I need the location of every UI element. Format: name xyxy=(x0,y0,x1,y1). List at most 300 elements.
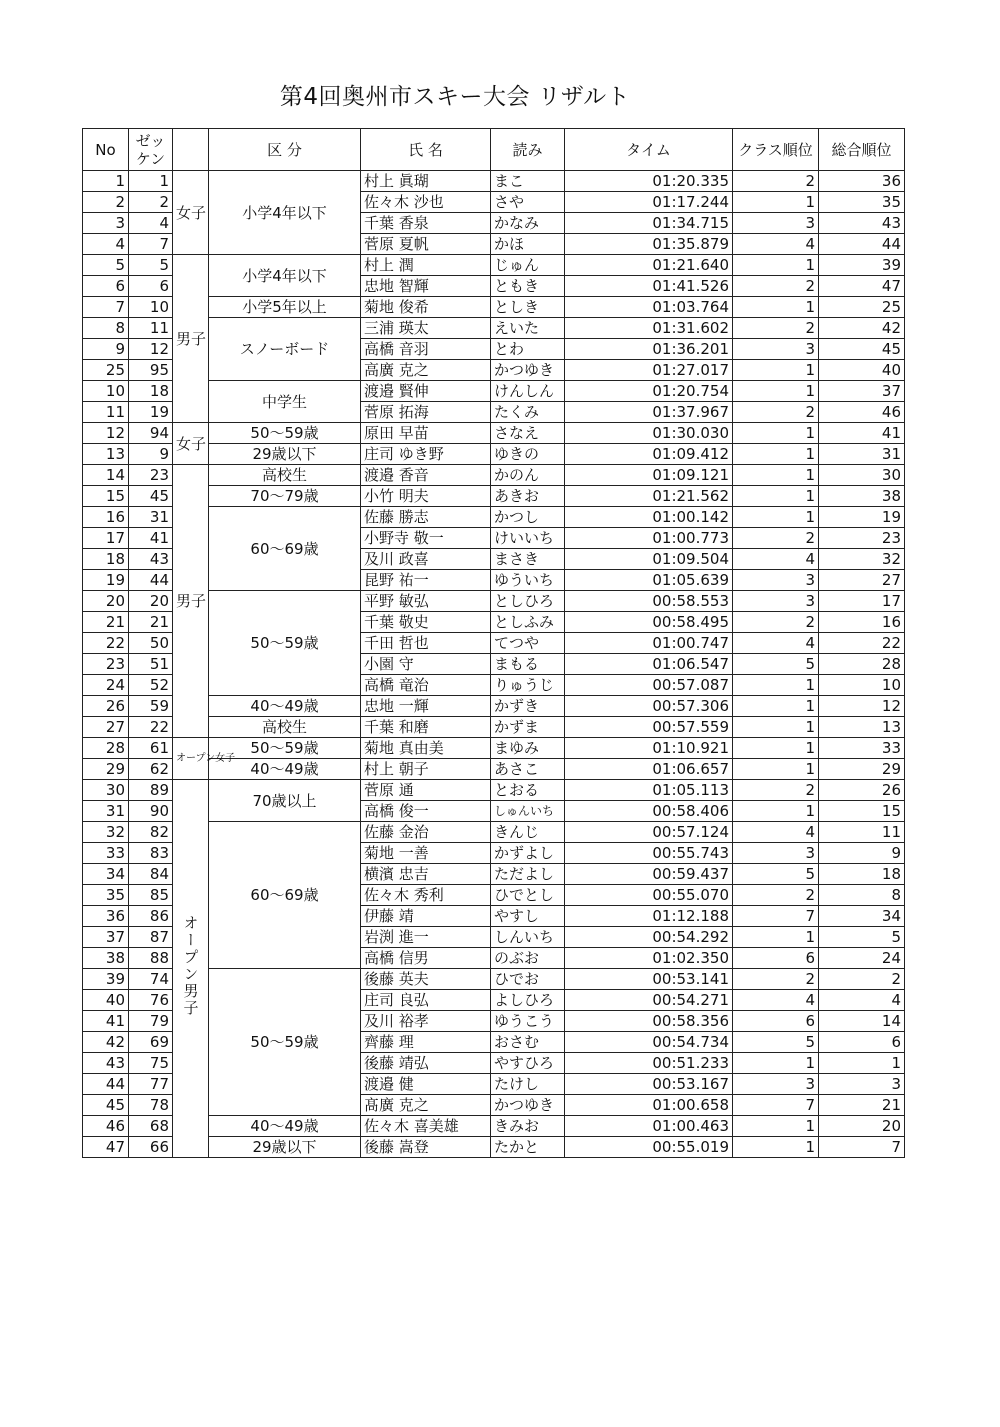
group-cell: 女子 xyxy=(173,171,209,255)
row-time: 00:54.734 xyxy=(565,1032,733,1053)
row-class-rank: 1 xyxy=(733,486,819,507)
row-class-rank: 1 xyxy=(733,1116,819,1137)
row-yomi: まもる xyxy=(491,654,565,675)
row-bib: 84 xyxy=(129,864,173,885)
row-time: 01:06.547 xyxy=(565,654,733,675)
row-name: 佐藤 勝志 xyxy=(361,507,491,528)
row-yomi: かなみ xyxy=(491,213,565,234)
row-no: 7 xyxy=(83,297,129,318)
row-class-rank: 1 xyxy=(733,423,819,444)
row-class-rank: 5 xyxy=(733,1032,819,1053)
row-overall-rank: 38 xyxy=(819,486,905,507)
row-name: 千葉 和磨 xyxy=(361,717,491,738)
header-name: 氏 名 xyxy=(361,129,491,171)
row-class-rank: 1 xyxy=(733,297,819,318)
results-table xyxy=(82,128,905,1158)
row-yomi: ただよし xyxy=(491,864,565,885)
row-class-rank: 3 xyxy=(733,843,819,864)
category-cell: 中学生 xyxy=(209,381,361,423)
row-name: 及川 政喜 xyxy=(361,549,491,570)
row-class-rank: 3 xyxy=(733,339,819,360)
row-class-rank: 3 xyxy=(733,570,819,591)
row-yomi: ゆきの xyxy=(491,444,565,465)
row-name: 菊地 一善 xyxy=(361,843,491,864)
row-no: 40 xyxy=(83,990,129,1011)
row-class-rank: 3 xyxy=(733,1074,819,1095)
row-no: 11 xyxy=(83,402,129,423)
row-bib: 18 xyxy=(129,381,173,402)
category-cell: 高校生 xyxy=(209,717,361,738)
row-time: 00:59.437 xyxy=(565,864,733,885)
row-no: 19 xyxy=(83,570,129,591)
row-time: 01:06.657 xyxy=(565,759,733,780)
row-bib: 4 xyxy=(129,213,173,234)
header-time: タイム xyxy=(565,129,733,171)
row-bib: 66 xyxy=(129,1137,173,1158)
row-name: 後藤 嵩登 xyxy=(361,1137,491,1158)
row-bib: 90 xyxy=(129,801,173,822)
row-yomi: よしひろ xyxy=(491,990,565,1011)
row-class-rank: 1 xyxy=(733,192,819,213)
row-time: 01:09.412 xyxy=(565,444,733,465)
row-time: 01:21.562 xyxy=(565,486,733,507)
row-no: 13 xyxy=(83,444,129,465)
row-bib: 88 xyxy=(129,948,173,969)
row-name: 小野寺 敬一 xyxy=(361,528,491,549)
row-yomi: かつし xyxy=(491,507,565,528)
row-bib: 2 xyxy=(129,192,173,213)
row-overall-rank: 37 xyxy=(819,381,905,402)
row-bib: 95 xyxy=(129,360,173,381)
row-time: 01:10.921 xyxy=(565,738,733,759)
row-overall-rank: 43 xyxy=(819,213,905,234)
row-overall-rank: 11 xyxy=(819,822,905,843)
row-no: 24 xyxy=(83,675,129,696)
row-overall-rank: 26 xyxy=(819,780,905,801)
row-name: 菊地 真由美 xyxy=(361,738,491,759)
row-class-rank: 1 xyxy=(733,1137,819,1158)
row-time: 00:58.356 xyxy=(565,1011,733,1032)
row-class-rank: 4 xyxy=(733,822,819,843)
row-yomi: とわ xyxy=(491,339,565,360)
row-time: 00:53.141 xyxy=(565,969,733,990)
row-bib: 82 xyxy=(129,822,173,843)
row-no: 9 xyxy=(83,339,129,360)
row-overall-rank: 21 xyxy=(819,1095,905,1116)
row-no: 37 xyxy=(83,927,129,948)
row-yomi: やすひろ xyxy=(491,1053,565,1074)
row-bib: 9 xyxy=(129,444,173,465)
row-overall-rank: 35 xyxy=(819,192,905,213)
row-no: 39 xyxy=(83,969,129,990)
category-cell: 小学4年以下 xyxy=(209,171,361,255)
row-yomi: かずま xyxy=(491,717,565,738)
row-no: 6 xyxy=(83,276,129,297)
table-row xyxy=(83,738,905,759)
row-class-rank: 2 xyxy=(733,969,819,990)
header-yomi: 読み xyxy=(491,129,565,171)
row-yomi: たかと xyxy=(491,1137,565,1158)
row-overall-rank: 2 xyxy=(819,969,905,990)
category-cell: 70歳以上 xyxy=(209,780,361,822)
row-time: 01:00.658 xyxy=(565,1095,733,1116)
row-time: 01:05.639 xyxy=(565,570,733,591)
category-cell: 70〜79歳 xyxy=(209,486,361,507)
row-no: 27 xyxy=(83,717,129,738)
row-time: 01:34.715 xyxy=(565,213,733,234)
row-name: 高橋 竜治 xyxy=(361,675,491,696)
row-time: 01:41.526 xyxy=(565,276,733,297)
row-name: 庄司 ゆき野 xyxy=(361,444,491,465)
row-no: 35 xyxy=(83,885,129,906)
row-overall-rank: 10 xyxy=(819,675,905,696)
row-overall-rank: 45 xyxy=(819,339,905,360)
row-overall-rank: 39 xyxy=(819,255,905,276)
table-row xyxy=(83,171,905,192)
row-bib: 74 xyxy=(129,969,173,990)
row-bib: 1 xyxy=(129,171,173,192)
row-name: 伊藤 靖 xyxy=(361,906,491,927)
row-name: 佐々木 秀利 xyxy=(361,885,491,906)
row-overall-rank: 29 xyxy=(819,759,905,780)
row-time: 01:00.773 xyxy=(565,528,733,549)
row-yomi: けんしん xyxy=(491,381,565,402)
row-class-rank: 1 xyxy=(733,675,819,696)
row-yomi: てつや xyxy=(491,633,565,654)
group-label: オープン男子 xyxy=(181,915,200,1017)
category-cell: スノーボード xyxy=(209,318,361,381)
row-yomi: きんじ xyxy=(491,822,565,843)
header-no: No xyxy=(83,129,129,171)
row-yomi: かほ xyxy=(491,234,565,255)
row-time: 01:17.244 xyxy=(565,192,733,213)
row-overall-rank: 7 xyxy=(819,1137,905,1158)
row-class-rank: 2 xyxy=(733,780,819,801)
category-cell: 40〜49歳 xyxy=(209,696,361,717)
row-bib: 59 xyxy=(129,696,173,717)
row-yomi: あさこ xyxy=(491,759,565,780)
row-bib: 85 xyxy=(129,885,173,906)
row-overall-rank: 30 xyxy=(819,465,905,486)
row-time: 00:55.019 xyxy=(565,1137,733,1158)
row-no: 47 xyxy=(83,1137,129,1158)
row-name: 忠地 一輝 xyxy=(361,696,491,717)
row-yomi: としふみ xyxy=(491,612,565,633)
row-class-rank: 6 xyxy=(733,1011,819,1032)
row-bib: 12 xyxy=(129,339,173,360)
row-class-rank: 1 xyxy=(733,360,819,381)
row-time: 00:55.070 xyxy=(565,885,733,906)
row-name: 及川 裕孝 xyxy=(361,1011,491,1032)
row-name: 千田 哲也 xyxy=(361,633,491,654)
row-yomi: さや xyxy=(491,192,565,213)
category-cell: 40〜49歳 xyxy=(209,759,361,780)
row-bib: 19 xyxy=(129,402,173,423)
row-overall-rank: 17 xyxy=(819,591,905,612)
row-yomi: ゆうこう xyxy=(491,1011,565,1032)
row-bib: 6 xyxy=(129,276,173,297)
category-cell: 50〜59歳 xyxy=(209,423,361,444)
row-overall-rank: 13 xyxy=(819,717,905,738)
row-time: 00:57.306 xyxy=(565,696,733,717)
row-time: 01:37.967 xyxy=(565,402,733,423)
row-yomi: りゅうじ xyxy=(491,675,565,696)
row-no: 32 xyxy=(83,822,129,843)
row-name: 渡邉 賢伸 xyxy=(361,381,491,402)
row-name: 齊藤 理 xyxy=(361,1032,491,1053)
row-class-rank: 1 xyxy=(733,465,819,486)
row-time: 01:03.764 xyxy=(565,297,733,318)
row-name: 菊地 俊希 xyxy=(361,297,491,318)
row-no: 5 xyxy=(83,255,129,276)
row-name: 村上 眞瑚 xyxy=(361,171,491,192)
row-class-rank: 2 xyxy=(733,612,819,633)
row-overall-rank: 41 xyxy=(819,423,905,444)
row-no: 45 xyxy=(83,1095,129,1116)
row-bib: 75 xyxy=(129,1053,173,1074)
row-bib: 89 xyxy=(129,780,173,801)
row-overall-rank: 1 xyxy=(819,1053,905,1074)
row-time: 00:53.167 xyxy=(565,1074,733,1095)
category-cell: 29歳以下 xyxy=(209,444,361,465)
row-overall-rank: 47 xyxy=(819,276,905,297)
row-name: 後藤 英夫 xyxy=(361,969,491,990)
row-no: 31 xyxy=(83,801,129,822)
row-class-rank: 1 xyxy=(733,1053,819,1074)
row-no: 28 xyxy=(83,738,129,759)
row-time: 00:54.271 xyxy=(565,990,733,1011)
row-no: 17 xyxy=(83,528,129,549)
row-class-rank: 2 xyxy=(733,171,819,192)
row-time: 01:30.030 xyxy=(565,423,733,444)
row-time: 00:58.495 xyxy=(565,612,733,633)
row-no: 2 xyxy=(83,192,129,213)
row-name: 佐藤 金治 xyxy=(361,822,491,843)
row-class-rank: 1 xyxy=(733,507,819,528)
row-no: 15 xyxy=(83,486,129,507)
row-no: 46 xyxy=(83,1116,129,1137)
row-no: 20 xyxy=(83,591,129,612)
row-name: 千葉 香泉 xyxy=(361,213,491,234)
row-name: 髙廣 克之 xyxy=(361,1095,491,1116)
row-overall-rank: 4 xyxy=(819,990,905,1011)
page-title: 第4回奥州市スキー大会 リザルト xyxy=(279,84,631,110)
row-class-rank: 1 xyxy=(733,717,819,738)
row-overall-rank: 18 xyxy=(819,864,905,885)
row-bib: 43 xyxy=(129,549,173,570)
row-name: 佐々木 沙也 xyxy=(361,192,491,213)
row-time: 01:21.640 xyxy=(565,255,733,276)
group-cell: 男子 xyxy=(173,255,209,423)
row-time: 01:00.747 xyxy=(565,633,733,654)
group-cell: 男子 xyxy=(173,465,209,738)
row-no: 43 xyxy=(83,1053,129,1074)
row-class-rank: 1 xyxy=(733,927,819,948)
category-cell: 小学4年以下 xyxy=(209,255,361,297)
row-yomi: ゆういち xyxy=(491,570,565,591)
row-no: 1 xyxy=(83,171,129,192)
row-overall-rank: 44 xyxy=(819,234,905,255)
row-bib: 44 xyxy=(129,570,173,591)
row-time: 01:00.142 xyxy=(565,507,733,528)
row-time: 00:57.087 xyxy=(565,675,733,696)
row-yomi: としき xyxy=(491,297,565,318)
row-bib: 77 xyxy=(129,1074,173,1095)
row-bib: 20 xyxy=(129,591,173,612)
row-bib: 94 xyxy=(129,423,173,444)
row-no: 8 xyxy=(83,318,129,339)
row-bib: 10 xyxy=(129,297,173,318)
row-bib: 23 xyxy=(129,465,173,486)
row-bib: 5 xyxy=(129,255,173,276)
row-time: 00:57.559 xyxy=(565,717,733,738)
row-name: 高橋 信男 xyxy=(361,948,491,969)
row-no: 12 xyxy=(83,423,129,444)
row-no: 38 xyxy=(83,948,129,969)
row-no: 3 xyxy=(83,213,129,234)
row-yomi: たけし xyxy=(491,1074,565,1095)
row-time: 01:00.463 xyxy=(565,1116,733,1137)
table-row xyxy=(83,780,905,801)
row-name: 岩渕 進一 xyxy=(361,927,491,948)
category-cell: 高校生 xyxy=(209,465,361,486)
category-cell: 60〜69歳 xyxy=(209,822,361,969)
category-cell: 29歳以下 xyxy=(209,1137,361,1158)
row-class-rank: 2 xyxy=(733,318,819,339)
row-class-rank: 6 xyxy=(733,948,819,969)
row-no: 41 xyxy=(83,1011,129,1032)
category-cell: 40〜49歳 xyxy=(209,1116,361,1137)
header-class-rank: クラス順位 xyxy=(733,129,819,171)
row-yomi: かのん xyxy=(491,465,565,486)
row-bib: 51 xyxy=(129,654,173,675)
row-overall-rank: 31 xyxy=(819,444,905,465)
row-bib: 41 xyxy=(129,528,173,549)
row-class-rank: 1 xyxy=(733,759,819,780)
row-name: 小竹 明夫 xyxy=(361,486,491,507)
row-class-rank: 1 xyxy=(733,381,819,402)
row-class-rank: 5 xyxy=(733,654,819,675)
row-yomi: しゅんいち xyxy=(491,801,565,822)
row-bib: 31 xyxy=(129,507,173,528)
row-class-rank: 2 xyxy=(733,276,819,297)
category-cell: 50〜59歳 xyxy=(209,591,361,696)
row-yomi: かずき xyxy=(491,696,565,717)
row-yomi: かつゆき xyxy=(491,360,565,381)
row-class-rank: 4 xyxy=(733,549,819,570)
row-time: 01:09.504 xyxy=(565,549,733,570)
row-time: 01:02.350 xyxy=(565,948,733,969)
row-name: 千葉 敬史 xyxy=(361,612,491,633)
row-name: 横濱 忠吉 xyxy=(361,864,491,885)
row-name: 菅原 夏帆 xyxy=(361,234,491,255)
row-no: 30 xyxy=(83,780,129,801)
row-class-rank: 4 xyxy=(733,990,819,1011)
row-class-rank: 2 xyxy=(733,885,819,906)
row-overall-rank: 19 xyxy=(819,507,905,528)
row-time: 01:09.121 xyxy=(565,465,733,486)
row-yomi: やすし xyxy=(491,906,565,927)
row-no: 23 xyxy=(83,654,129,675)
row-overall-rank: 12 xyxy=(819,696,905,717)
category-cell: 60〜69歳 xyxy=(209,507,361,591)
row-class-rank: 1 xyxy=(733,696,819,717)
row-name: 昆野 祐一 xyxy=(361,570,491,591)
row-class-rank: 7 xyxy=(733,1095,819,1116)
row-overall-rank: 25 xyxy=(819,297,905,318)
row-time: 00:55.743 xyxy=(565,843,733,864)
row-class-rank: 1 xyxy=(733,801,819,822)
row-overall-rank: 8 xyxy=(819,885,905,906)
row-yomi: しんいち xyxy=(491,927,565,948)
row-overall-rank: 20 xyxy=(819,1116,905,1137)
row-class-rank: 4 xyxy=(733,234,819,255)
row-yomi: かずよし xyxy=(491,843,565,864)
category-cell: 小学5年以上 xyxy=(209,297,361,318)
row-class-rank: 3 xyxy=(733,213,819,234)
row-bib: 50 xyxy=(129,633,173,654)
row-yomi: けいいち xyxy=(491,528,565,549)
row-bib: 7 xyxy=(129,234,173,255)
row-class-rank: 5 xyxy=(733,864,819,885)
row-no: 36 xyxy=(83,906,129,927)
row-time: 00:51.233 xyxy=(565,1053,733,1074)
results-body xyxy=(83,171,905,1158)
row-overall-rank: 3 xyxy=(819,1074,905,1095)
row-bib: 11 xyxy=(129,318,173,339)
row-name: 高橋 音羽 xyxy=(361,339,491,360)
row-bib: 79 xyxy=(129,1011,173,1032)
row-overall-rank: 9 xyxy=(819,843,905,864)
group-cell: 女子 xyxy=(173,423,209,465)
row-name: 村上 朝子 xyxy=(361,759,491,780)
row-overall-rank: 40 xyxy=(819,360,905,381)
row-yomi: まゆみ xyxy=(491,738,565,759)
row-overall-rank: 36 xyxy=(819,171,905,192)
row-bib: 22 xyxy=(129,717,173,738)
row-bib: 45 xyxy=(129,486,173,507)
row-bib: 68 xyxy=(129,1116,173,1137)
header-overall-rank: 総合順位 xyxy=(819,129,905,171)
row-overall-rank: 22 xyxy=(819,633,905,654)
row-name: 高廣 克之 xyxy=(361,360,491,381)
row-overall-rank: 16 xyxy=(819,612,905,633)
row-time: 01:20.754 xyxy=(565,381,733,402)
row-yomi: さなえ xyxy=(491,423,565,444)
row-no: 42 xyxy=(83,1032,129,1053)
header-bib: ゼッケン xyxy=(129,129,173,171)
row-time: 01:12.188 xyxy=(565,906,733,927)
row-no: 21 xyxy=(83,612,129,633)
row-name: 渡邉 健 xyxy=(361,1074,491,1095)
row-class-rank: 3 xyxy=(733,591,819,612)
row-no: 14 xyxy=(83,465,129,486)
row-overall-rank: 34 xyxy=(819,906,905,927)
row-name: 菅原 通 xyxy=(361,780,491,801)
row-bib: 52 xyxy=(129,675,173,696)
row-yomi: ひでとし xyxy=(491,885,565,906)
group-cell: オープン女子 xyxy=(173,738,209,780)
row-no: 44 xyxy=(83,1074,129,1095)
row-no: 22 xyxy=(83,633,129,654)
row-yomi: おさむ xyxy=(491,1032,565,1053)
row-overall-rank: 32 xyxy=(819,549,905,570)
row-time: 01:05.113 xyxy=(565,780,733,801)
row-name: 小園 守 xyxy=(361,654,491,675)
header-row xyxy=(83,129,905,171)
row-bib: 76 xyxy=(129,990,173,1011)
row-overall-rank: 15 xyxy=(819,801,905,822)
